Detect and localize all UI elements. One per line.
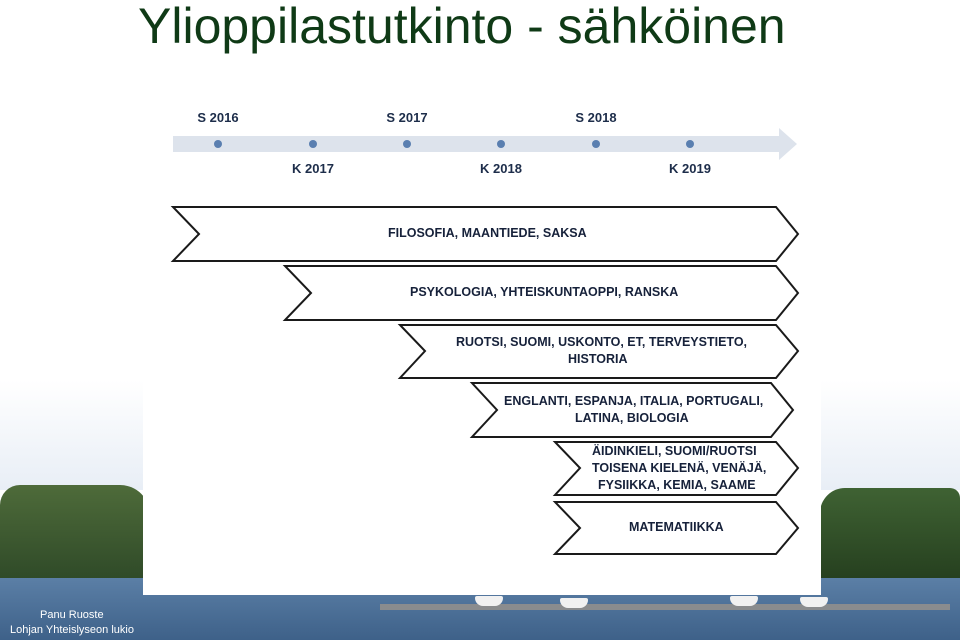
page-title: Ylioppilastutkinto - sähköinen: [138, 0, 786, 54]
subject-group-text: HISTORIA: [568, 352, 628, 366]
background-boat: [730, 596, 758, 606]
subject-group-arrow: [472, 383, 793, 437]
timeline-label-bottom: K 2017: [292, 161, 334, 176]
timeline-label-bottom: K 2018: [480, 161, 522, 176]
timeline-label-bottom: K 2019: [669, 161, 711, 176]
background-boat: [560, 598, 588, 608]
footer-school: Lohjan Yhteislyseon lukio: [10, 624, 134, 636]
timeline-dot: [214, 140, 222, 148]
subject-group-text: RUOTSI, SUOMI, USKONTO, ET, TERVEYSTIETO,: [456, 335, 748, 349]
subject-group-text: PSYKOLOGIA, YHTEISKUNTAOPPI, RANSKA: [410, 285, 679, 299]
background-pier: [380, 604, 950, 610]
footer-credit: [10, 608, 134, 638]
timeline-dot: [497, 140, 505, 148]
timeline-label-top: S 2017: [386, 110, 428, 125]
background-boat: [800, 597, 828, 607]
background-trees-left: [0, 485, 150, 580]
subject-group-text: ÄIDINKIELI, SUOMI/RUOTSI: [592, 444, 757, 458]
timeline-arrow: [173, 128, 797, 160]
timeline-label-top: S 2018: [575, 110, 617, 125]
subject-group-text: FYSIIKKA, KEMIA, SAAME: [598, 478, 756, 492]
timeline-dot: [403, 140, 411, 148]
subject-group-text: ENGLANTI, ESPANJA, ITALIA, PORTUGALI,: [504, 394, 764, 408]
background-boat: [475, 596, 503, 606]
subject-group-text: TOISENA KIELENÄ, VENÄJÄ,: [592, 461, 767, 475]
subject-group-text: LATINA, BIOLOGIA: [575, 411, 689, 425]
subject-group-text: MATEMATIIKKA: [629, 520, 724, 534]
diagram-canvas: [143, 80, 821, 595]
timeline-diagram: [143, 80, 821, 595]
subject-group-text: FILOSOFIA, MAANTIEDE, SAKSA: [388, 226, 587, 240]
timeline-dot: [686, 140, 694, 148]
timeline-label-top: S 2016: [197, 110, 239, 125]
timeline-dot: [309, 140, 317, 148]
footer-author: Panu Ruoste: [40, 609, 104, 621]
timeline-dot: [592, 140, 600, 148]
background-trees-right: [820, 488, 960, 578]
